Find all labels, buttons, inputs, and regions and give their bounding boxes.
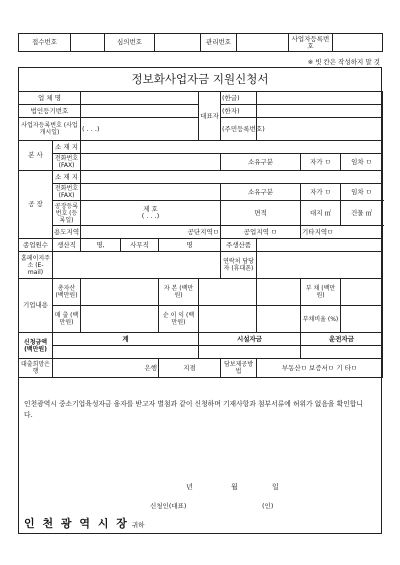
biz-reg-label: 사업자등록번호 (사업개시일) <box>19 118 81 141</box>
rep-name-hanja-field[interactable] <box>257 105 383 118</box>
declaration-text: 인천광역시 중소기업육성자금 융자를 받고자 별첨과 같이 신청하며 기재사항과 첨부서류에 허위가 없음을 확인합니다. <box>24 400 363 419</box>
area-label: 면적 <box>221 201 301 226</box>
receipt-no-field[interactable] <box>71 34 105 52</box>
land-label: 대지 <box>309 208 323 217</box>
application-form-table <box>18 91 383 378</box>
rep-label: 대표자 <box>199 92 221 141</box>
corp-reg-no-field[interactable] <box>81 105 199 118</box>
production-field[interactable] <box>81 239 121 252</box>
debt-label: 부 채 (백만원) <box>301 279 341 306</box>
building-unit: ㎡ <box>365 208 373 217</box>
biz-reg-no-label: 사업자등록번호 <box>289 34 333 52</box>
factory-reg-label: 공장등록 번호 (등록일) <box>53 201 81 226</box>
debt-ratio-field[interactable] <box>341 306 383 333</box>
loan-bank-label: 대출희망은 행 <box>19 359 53 378</box>
factory-reg-date: ( . . .) <box>141 212 160 220</box>
head-ownership-label: 소유구분 <box>221 154 301 171</box>
factory-reg-field[interactable] <box>81 201 221 226</box>
company-name-field[interactable] <box>81 92 199 105</box>
factory-own-self[interactable]: 자가 ㅁ <box>301 184 341 201</box>
office-field[interactable] <box>159 239 221 252</box>
factory-location-label: 소 재 지 <box>53 171 81 184</box>
main-product-label: 주생산품 <box>221 239 257 252</box>
jurisdiction-label: 관리번호 <box>201 34 237 52</box>
head-office-label: 본 사 <box>19 141 53 171</box>
contact-label: 연락처 담당자 (휴대폰) <box>221 252 257 279</box>
total-label: 계 <box>53 333 199 346</box>
homepage-field[interactable] <box>53 252 221 279</box>
factory-label: 공 장 <box>19 171 53 239</box>
head-phone-label: 전화번호 (FAX) <box>53 154 81 171</box>
date-day[interactable]: 일 <box>272 483 279 491</box>
mgmt-no-field[interactable] <box>155 34 201 52</box>
head-location-field[interactable] <box>81 141 383 154</box>
mgmt-no-label: 심의번호 <box>105 34 155 52</box>
applicant-seal[interactable]: (인) <box>262 502 274 510</box>
collateral-options[interactable]: 부동산ㅁ 보증서ㅁ 기 타ㅁ <box>257 359 383 378</box>
header-table <box>18 33 383 52</box>
building-label: 건물 <box>350 208 364 217</box>
facility-fund-field[interactable] <box>199 346 301 359</box>
fill-note: ※ 빗 칸은 작성하지 말 것 <box>307 58 380 66</box>
bank-unit: 은행 <box>144 363 158 372</box>
branch-unit: 지점 <box>183 363 196 372</box>
main-product-field[interactable] <box>257 239 383 252</box>
spacer-cell-2 <box>257 306 301 333</box>
head-own-self[interactable]: 자가 ㅁ <box>301 154 341 171</box>
biz-reg-no-field[interactable] <box>333 34 383 52</box>
capital-field[interactable] <box>199 279 257 306</box>
rep-name-hanja[interactable]: (한자) <box>221 105 257 118</box>
building-area-field[interactable] <box>341 201 383 226</box>
factory-reg-number: 제 호 <box>143 205 158 213</box>
industrial-area-option[interactable]: 공업지역 ㅁ <box>221 226 301 239</box>
industrial-zone-option[interactable]: 공단지역ㅁ <box>81 226 221 239</box>
addressee <box>24 515 144 531</box>
office-unit: 명 <box>186 240 193 249</box>
form-title: 정보화사업자금 지원신청서 <box>131 72 269 86</box>
branch-field[interactable] <box>159 359 221 378</box>
factory-location-field[interactable] <box>81 171 383 184</box>
addressee-suffix: 귀하 <box>131 521 145 529</box>
receipt-no-label: 접수번호 <box>19 34 71 52</box>
facility-fund-label: 시설자금 <box>199 333 301 346</box>
factory-phone-label: 전화번호 (FAX) <box>53 184 81 201</box>
capital-label: 자 본 (백만원) <box>159 279 199 306</box>
debt-ratio-label: 부채비율 (%) <box>301 306 341 333</box>
office-label: 사무직 <box>121 239 159 252</box>
biz-content-label: 기업내용 <box>19 279 53 333</box>
date-month[interactable]: 월 <box>231 483 238 491</box>
resident-no-field[interactable] <box>257 118 383 141</box>
debt-field[interactable] <box>341 279 383 306</box>
biz-reg-field[interactable]: ( . . .) <box>81 118 199 141</box>
company-name-label: 업 체 명 <box>19 92 81 105</box>
factory-phone-field[interactable] <box>81 184 221 201</box>
head-own-rent[interactable]: 임차 ㅁ <box>341 154 383 171</box>
request-amount-label: 신청금액 (백만원) <box>19 333 53 359</box>
operating-fund-field[interactable] <box>301 346 383 359</box>
head-phone-field[interactable] <box>81 154 221 171</box>
bank-field[interactable] <box>53 359 159 378</box>
total-assets-field[interactable] <box>81 279 159 306</box>
factory-ownership-label: 소유구분 <box>221 184 301 201</box>
corp-reg-no-label: 법인등기번호 <box>19 105 81 118</box>
other-zone-option[interactable]: 기타지역ㅁ <box>301 226 383 239</box>
net-profit-label: 순 이 익 (백만원) <box>159 306 199 333</box>
collateral-label: 담보제공방법 <box>221 359 257 378</box>
spacer-cell <box>257 279 301 306</box>
addressee-name: 인 천 광 역 시 장 <box>24 517 129 530</box>
land-unit: ㎡ <box>324 208 332 217</box>
rep-name-kr-field[interactable] <box>257 92 383 105</box>
factory-own-rent[interactable]: 임차 ㅁ <box>341 184 383 201</box>
sales-label: 매 출 (백만원) <box>53 306 81 333</box>
land-area-field[interactable] <box>301 201 341 226</box>
applicant-label: 신청인(대표) <box>150 502 187 510</box>
contact-field[interactable] <box>257 252 383 279</box>
employees-label: 종업원수 <box>19 239 53 252</box>
total-field[interactable] <box>53 346 199 359</box>
sales-field[interactable] <box>81 306 159 333</box>
production-unit: 명, <box>96 240 105 249</box>
zone-label: 용도지역 <box>53 226 81 239</box>
head-location-label: 소 재 지 <box>53 141 81 154</box>
rep-name-kr[interactable]: (한글) <box>221 92 257 105</box>
resident-no[interactable]: (주민등록번호) <box>221 118 257 141</box>
jurisdiction-field[interactable] <box>237 34 289 52</box>
date-year[interactable]: 년 <box>186 483 193 491</box>
total-assets-label: 총자산 (백만원) <box>53 279 81 306</box>
net-profit-field[interactable] <box>199 306 257 333</box>
production-label: 생산직 <box>53 239 81 252</box>
operating-fund-label: 운전자금 <box>301 333 383 346</box>
homepage-label: 홈페이지주소 (E-mail) <box>19 252 53 279</box>
